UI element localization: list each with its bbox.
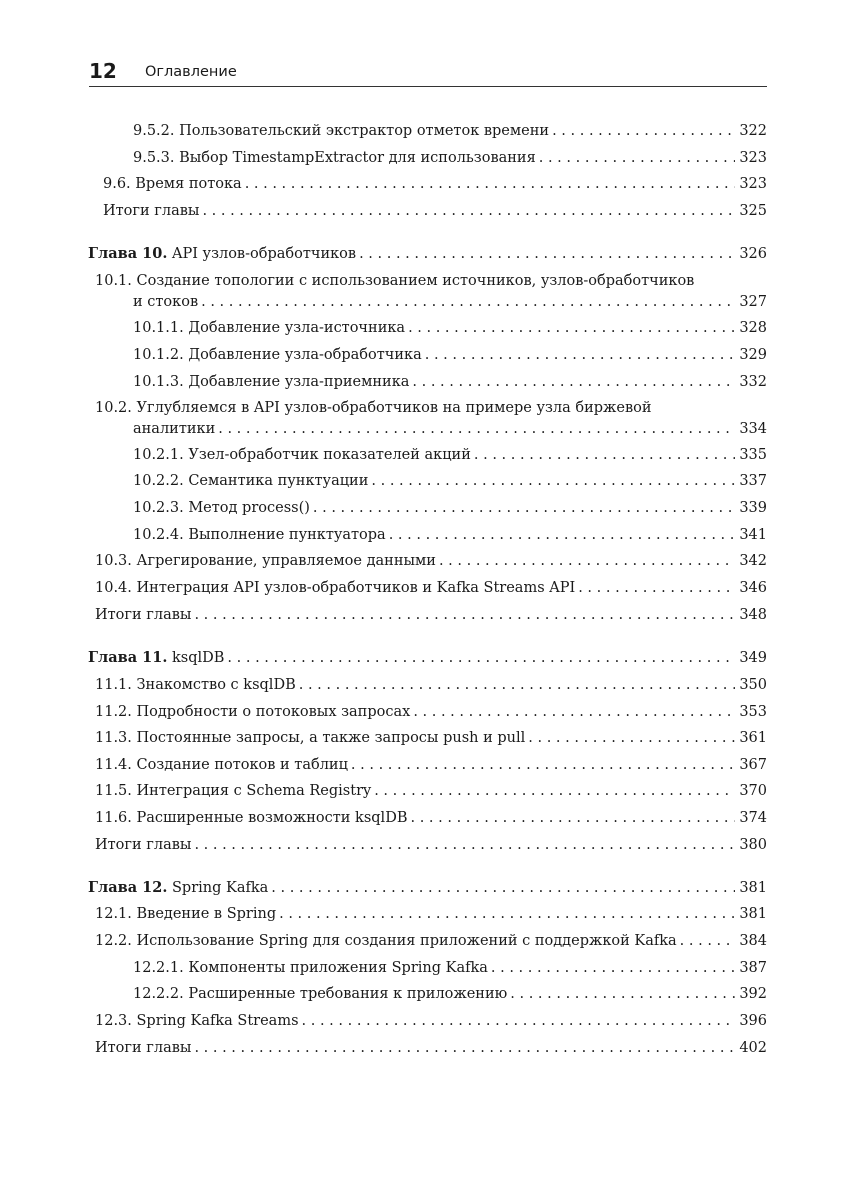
toc-entry: 12.2.2. Расширенные требования к приложению . . . 392 (133, 985, 767, 1003)
toc-page-number: 402 (739, 1040, 767, 1056)
toc-page-number: 374 (739, 810, 767, 826)
toc-page-number: 327 (739, 294, 767, 310)
toc-entry: 9.5.2. Пользовательский экстрактор отметок времени . . . 322 (133, 122, 767, 140)
toc-page-number: 346 (739, 580, 767, 596)
page-header (89, 58, 767, 87)
toc-page-number: 381 (739, 880, 767, 896)
toc-page-number: 348 (739, 607, 767, 623)
toc-entry: 11.5. Интеграция с Schema Registry . . . 370 (95, 782, 767, 800)
toc-page-number: 335 (739, 447, 767, 463)
toc-entry: 11.2. Подробности о потоковых запросах . . . 353 (95, 703, 767, 721)
toc-page-number: 322 (739, 123, 767, 139)
toc-entry: Итоги главы . . . 348 (95, 606, 767, 624)
toc-entry: 10.2.1. Узел-обработчик показателей акций . . . 335 (133, 446, 767, 464)
chapter-label: Глава 10. (88, 245, 168, 262)
toc-entry: 10.4. Интеграция API узлов-обработчиков и Kafka Streams API . . . 346 (95, 579, 767, 597)
toc-entry: 9.6. Время потока . . . 323 (103, 175, 767, 193)
toc-page-number: 329 (739, 347, 767, 363)
toc-entry: 10.1.1. Добавление узла-источника . . . 328 (133, 319, 767, 337)
toc-entry: 11.1. Знакомство с ksqlDB . . . 350 (95, 676, 767, 694)
toc-entry: 10.2. Углубляемся в API узлов-обработчиков на примере узла биржевой аналитики . . . 334 (95, 399, 767, 438)
toc-entry: 10.2.2. Семантика пунктуации . . . 337 (133, 472, 767, 490)
toc-page-number: 380 (739, 837, 767, 853)
toc-entry: 12.2. Использование Spring для создания приложений с поддержкой Kafka . . . 384 (95, 932, 767, 950)
toc-entry: Итоги главы . . . 325 (103, 202, 767, 220)
toc-page-number: 337 (739, 473, 767, 489)
toc-entry: 10.1. Создание топологии с использованием источников, узлов-обработчиков и стоков . . . 327 (95, 272, 767, 311)
toc-chapter-entry: Глава 10. API узлов-обработчиков . . . 326 (88, 245, 767, 263)
toc-page-number: 323 (739, 176, 767, 192)
toc-entry: 11.3. Постоянные запросы, а также запросы push и pull . . . 361 (95, 729, 767, 747)
toc-page-number: 367 (739, 757, 767, 773)
toc-page-number: 396 (739, 1013, 767, 1029)
toc-page-number: 353 (739, 704, 767, 720)
toc-entry: 11.6. Расширенные возможности ksqlDB . . . 374 (95, 809, 767, 827)
toc-entry: 10.1.3. Добавление узла-приемника . . . 332 (133, 373, 767, 391)
toc-page-number: 326 (739, 246, 767, 262)
toc-page-number: 392 (739, 986, 767, 1002)
toc-page-number: 370 (739, 783, 767, 799)
page-number: 12 (89, 59, 117, 83)
chapter-label: Глава 12. (88, 879, 168, 896)
toc-entry: 12.1. Введение в Spring . . . 381 (95, 905, 767, 923)
toc-entry: Итоги главы . . . 380 (95, 836, 767, 854)
toc-page-number: 361 (739, 730, 767, 746)
toc-page-number: 349 (739, 650, 767, 666)
chapter-label: Глава 11. (88, 649, 168, 666)
toc-entry: 11.4. Создание потоков и таблиц . . . 367 (95, 756, 767, 774)
running-title: Оглавление (145, 64, 237, 80)
toc-page-number: 381 (739, 906, 767, 922)
toc-page-number: 342 (739, 553, 767, 569)
toc-entry: 12.2.1. Компоненты приложения Spring Kafka . . . 387 (133, 959, 767, 977)
toc-page-number: 384 (739, 933, 767, 949)
toc-chapter-entry: Глава 12. Spring Kafka . . . 381 (88, 879, 767, 897)
toc-chapter-entry: Глава 11. ksqlDB . . . 349 (88, 649, 767, 667)
toc-entry: 10.2.4. Выполнение пунктуатора . . . 341 (133, 526, 767, 544)
toc-entry: 10.2.3. Метод process() . . . 339 (133, 499, 767, 517)
toc-entry: 9.5.3. Выбор TimestampExtractor для использования . . . 323 (133, 149, 767, 167)
toc-entry: 12.3. Spring Kafka Streams . . . 396 (95, 1012, 767, 1030)
toc-page-number: 339 (739, 500, 767, 516)
toc-page-number: 323 (739, 150, 767, 166)
toc-page-number: 350 (739, 677, 767, 693)
toc-page-number: 332 (739, 374, 767, 390)
toc-page-number: 325 (739, 203, 767, 219)
toc-page-number: 328 (739, 320, 767, 336)
toc-entry: 10.3. Агрегирование, управляемое данными . . . 342 (95, 552, 767, 570)
toc-page-number: 341 (739, 527, 767, 543)
toc-page-number: 387 (739, 960, 767, 976)
toc-page-number: 334 (739, 421, 767, 437)
toc-entry: 10.1.2. Добавление узла-обработчика . . . 329 (133, 346, 767, 364)
toc-entry: Итоги главы . . . 402 (95, 1039, 767, 1057)
